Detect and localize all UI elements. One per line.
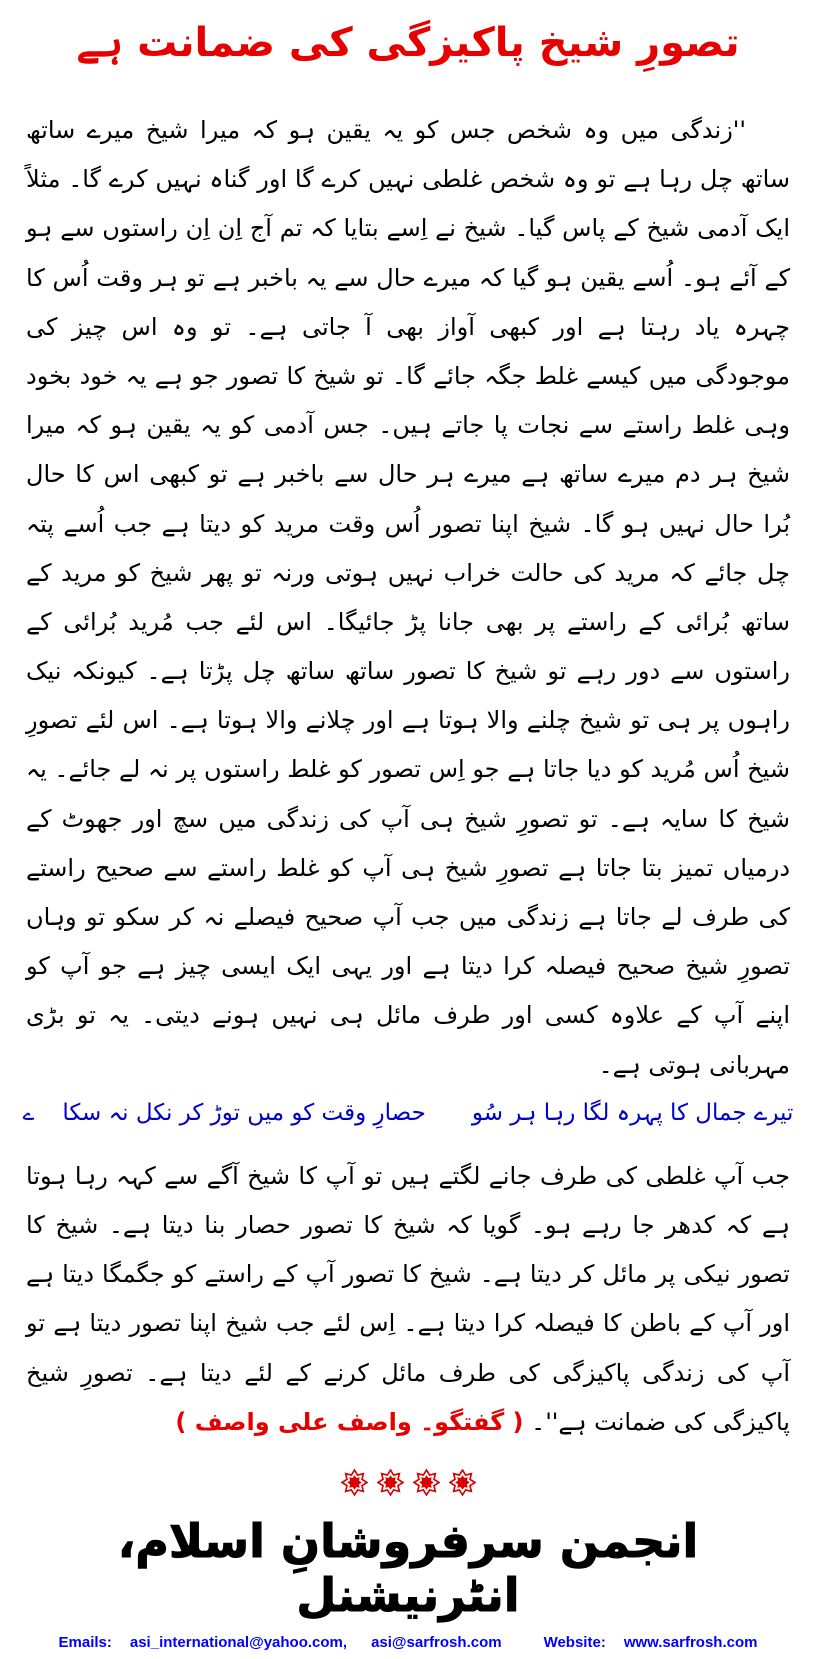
website-link[interactable]: www.sarfrosh.com <box>623 1633 758 1651</box>
email-primary-link[interactable]: asi_international@yahoo.com, <box>129 1633 348 1651</box>
paragraph-2-text: جب آپ غلطی کی طرف جانے لگتے ہیں تو آپ کا شیخ آگے سے کہہ رہا ہوتا ہے کہ کدھر جا رہے ہو۔ گویا کہ شیخ کا تصور حصار بنا دیتا ہے۔ شیخ کا تصور نیکی پر مائل کر دیتا ہے۔ شیخ کا تصور آپ کے راستے کو جگمگا دیتا ہے اور آپ کے باطن کا فیصلہ کرا دیتا ہے۔ اِس لئے جب شیخ اپنا تصور دیتا ہے تو آپ کی زندگی پاکیزگی کی طرف مائل کرنے کے لئے دیتا ہے۔ تصورِ شیخ پاکیزگی کی ضمانت ہے''۔ <box>26 1161 790 1436</box>
emails-label: Emails: <box>58 1633 112 1651</box>
website-label: Website: <box>543 1633 606 1651</box>
star-ornaments-row <box>0 1469 816 1496</box>
organization-title: انجمن سرفروشانِ اسلام، انٹرنیشنل <box>117 1513 699 1622</box>
contact-bar <box>0 1634 816 1651</box>
star-ornament-icon <box>413 1469 440 1496</box>
couplet-line <box>22 1099 794 1126</box>
email-secondary-link[interactable]: asi@sarfrosh.com <box>371 1633 502 1651</box>
attribution-source: ( گفتگو۔ واصف علی واصف ) <box>175 1407 524 1436</box>
paragraph-1: ''زندگی میں وہ شخص جس کو یہ یقین ہو کہ میرا شیخ میرے ساتھ ساتھ چل رہا ہے تو وہ شخص غلطی نہیں کرے گا اور گناہ نہیں کرے گا۔ مثلاً ایک آدمی شیخ کے پاس گیا۔ شیخ نے اِسے بتایا کہ تم آج اِن اِن راستوں سے ہو کے آئے ہو۔ اُسے یقین ہو گیا کہ میرے حال سے یہ باخبر ہے تو ہر وقت اُس کا چہرہ یاد رہتا ہے اور کبھی آواز بھی آ جاتی ہے۔ تو وہ اس چیز کی موجودگی میں کیسے غلط جگہ جائے گا۔ تو شیخ کا تصور جو ہے یہ خود بخود وہی غلط راستے سے نجات پا جاتے ہیں۔ جس آدمی کو یہ یقین ہو کہ میرا شیخ ہر دم میرے ساتھ ہے میرے ہر حال سے باخبر ہے تو کبھی اس کا حال بُرا حال نہیں ہو گا۔ شیخ اپنا تصور اُس وقت مرید کو دیتا ہے جب اُسے پتہ چل جائے کہ مرید کی حالت خراب نہیں ہوتی ورنہ تو پھر شیخ کو مرید کے ساتھ بُرائی کے راستے پر بھی جانا پڑ جائیگا۔ اس لئے جب مُرید بُرائی کے راستوں سے دور رہے تو شیخ کا تصور ساتھ ساتھ چل پڑتا ہے۔ کیونکہ نیک راہوں پر ہی تو شیخ چلنے والا ہوتا ہے اور چلانے والا ہوتا ہے۔ اس لئے تصورِ شیخ اُس مُرید کو دیا جاتا ہے جو اِس تصور کو غلط راستوں پر نہ لے جائے۔ یہ شیخ کا سایہ ہے۔ تو تصورِ شیخ ہی آپ کی زندگی میں سچ اور جھوٹ کے درمیاں تمیز بتا جاتا ہے تصورِ شیخ ہی آپ کو غلط راستے سے صحیح راستے کی طرف لے جاتا ہے زندگی میں جب آپ صحیح فیصلے نہ کر سکو تو وہاں تصورِ شیخ صحیح فیصلہ کرا دیتا ہے اور یہی ایک ایسی چیز ہے جو آپ کو اپنے آپ کے علاوہ کسی اور طرف مائل ہی نہیں ہونے دیتی۔ یہ تو بڑی مہربانی ہوتی ہے۔ <box>26 116 790 1079</box>
star-ornament-icon <box>341 1469 368 1496</box>
article-body <box>0 106 816 1447</box>
page-title: تصورِ شیخ پاکیزگی کی ضمانت ہے <box>76 20 740 66</box>
star-ornament-icon <box>377 1469 404 1496</box>
couplet-hemistich-right: تیرے جمال کا پہرہ لگا رہا ہر سُو <box>471 1099 794 1126</box>
couplet-hemistich-left: حصارِ وقت کو میں توڑ کر نکل نہ سکا <box>62 1099 426 1126</box>
verse-marker-icon: ے <box>22 1100 35 1125</box>
star-ornament-icon <box>449 1469 476 1496</box>
paragraph-2 <box>26 1152 790 1447</box>
